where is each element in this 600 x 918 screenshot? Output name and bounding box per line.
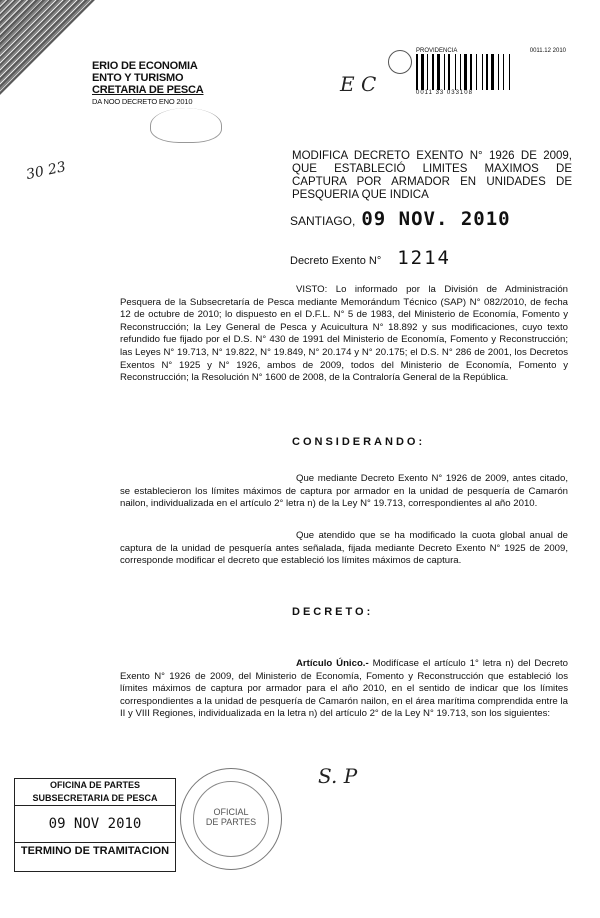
barcode-bar [473,54,475,90]
barcode-bar [432,54,434,90]
barcode-bar [470,54,472,90]
barcode-bar [457,54,459,90]
barcode-bar [437,54,440,90]
header-line-3: CRETARIA DE PESCA [92,84,204,96]
barcode-bar [498,54,499,90]
header-line-1: ERIO DE ECONOMIA [92,60,198,72]
barcode-bar [478,54,481,90]
barcode-bar [495,54,497,90]
barcode-logo-icon [388,50,412,74]
barcode-bar [509,54,510,90]
visto-paragraph: VISTO: Lo informado por la División de Administración Pesquera de la Subsecretaría de Pesca mediante Memorándum Técnico (SAP) N° 082/2010, de fecha 12 de octubre de 2010; lo dispuesto en el D.F.L. N° 5 de 1983, del Ministerio de Economía, Fomento y Reconstrucción; la Ley General de Pesca y Acuicultura N° 18.892 y sus modificaciones, cuyo texto refundido fue fijado por el D.S. N° 430 de 1991 del Ministerio de Economía, Fomento y Reconstrucción; las Leyes N° 19.713, N° 19.822, N° 19.849, N° 20.174 y N° 20.175; el D.S. N° 286 de 2001, los Decretos Exentos N° 1925 y N° 1926, ambos de 2009, todos del Ministerio de Economía, Fomento y Reconstrucción; la Resolución N° 1600 de 2008, de la Contraloría General de la República. [120,284,568,384]
barcode-label [416,48,566,100]
considerando-1: Que mediante Decreto Exento N° 1926 de 2009, antes citado, se establecieron los límites máximos de captura por armador en la unidad de pesquería de Camarón nailon, individualizada en el artículo 2° letra n) de la Ley N° 19.713, correspondientes al año 2010. [120,473,568,510]
scan-corner-artifact [0,0,95,95]
decree-number: 1214 [397,247,451,269]
barcode-bar [468,54,469,90]
articulo-label: Artículo Único.- [296,658,369,669]
decree-number-line [290,247,451,269]
stamp-line-2: SUBSECRETARIA DE PESCA [15,792,175,806]
handwritten-sp: S. P [318,764,358,788]
header-line-4: DA NOO DECRETO ENO 2010 [92,97,193,106]
barcode-bar [500,54,502,90]
decree-number-label: Decreto Exento N° [290,255,382,267]
date-stamp: 09 NOV. 2010 [361,208,511,230]
barcode-bar [419,54,420,90]
barcode-top-right: 0011.12 2010 [529,48,566,54]
header-seal-icon [150,108,222,143]
considerando-heading: CONSIDERANDO: [292,436,426,448]
stamp-line-1: OFICINA DE PARTES [49,780,140,790]
barcode-bar [427,54,428,90]
considerando-2: Que atendido que se ha modificado la cuota global anual de captura de la unidad de pesquería antes señalada, fijada mediante Decreto Exento N° 1925 de 2009, corresponde modificar el decreto que estableció los límites máximos de captura. [120,530,568,567]
barcode-bar [416,54,418,90]
seal-text-1: OFICIAL [213,807,249,817]
barcode-number: 0011 33 033108 [416,90,473,96]
barcode-bar [448,54,450,90]
ministry-header [92,60,204,108]
barcode-bar [421,54,424,90]
barcode-bar [505,54,508,90]
date-line [290,208,511,230]
stamp-footer: TERMINO DE TRAMITACION [15,842,175,859]
barcode-bar [462,54,463,90]
barcode-bar [451,54,454,90]
seal-text-2: DE PARTES [205,817,257,827]
barcode-bar [441,54,443,90]
oficina-partes-stamp [14,778,176,872]
barcode-bar [455,54,456,90]
barcode-bar [489,54,490,90]
handwritten-ec: E C [340,72,377,96]
stamp-date: 09 NOV 2010 [48,816,142,832]
barcode-bar [511,54,513,90]
barcode-bar [503,54,504,90]
barcode-bar [425,54,426,90]
decreto-heading: DECRETO: [292,606,374,618]
barcode-bar [482,54,483,90]
barcode-bar [446,54,447,90]
header-line-2: ENTO Y TURISMO [92,72,184,84]
barcode-bar [484,54,485,90]
barcode-bar [486,54,488,90]
barcode-bar [476,54,477,90]
barcode-top-left: PROVIDENCIA [416,48,458,54]
handwritten-code: 30 23 [24,159,68,183]
barcode-bar [460,54,461,90]
decree-title: MODIFICA DECRETO EXENTO N° 1926 DE 2009, QUE ESTABLECIÓ LIMITES MAXIMOS DE CAPTURA POR ARMADOR EN UNIDADES DE PESQUERIA QUE INDICA [292,150,572,201]
articulo-text: Modifícase el artículo 1° letra n) del Decreto Exento N° 1926 de 2009, del Ministerio de Economía, Fomento y Reconstrucción que estableció los límites máximos de captura por armador para el año 2010, en el sentido de indicar que los límites correspondientes a la unidad de pesquería de Camarón nailon, en el área marítima comprendida entre la II y VIII Regiones, individualizada en la letra n) del artículo 2° de la Ley N° 19.713, son los siguientes: [120,658,568,720]
barcode-bar [444,54,445,90]
oficial-partes-seal-icon [180,768,282,870]
barcode-icon [416,54,566,90]
barcode-bar [429,54,431,90]
barcode-bar [464,54,467,90]
barcode-bar [435,54,436,90]
date-label: SANTIAGO, [290,214,356,228]
articulo-unico [120,658,568,721]
barcode-bar [491,54,494,90]
